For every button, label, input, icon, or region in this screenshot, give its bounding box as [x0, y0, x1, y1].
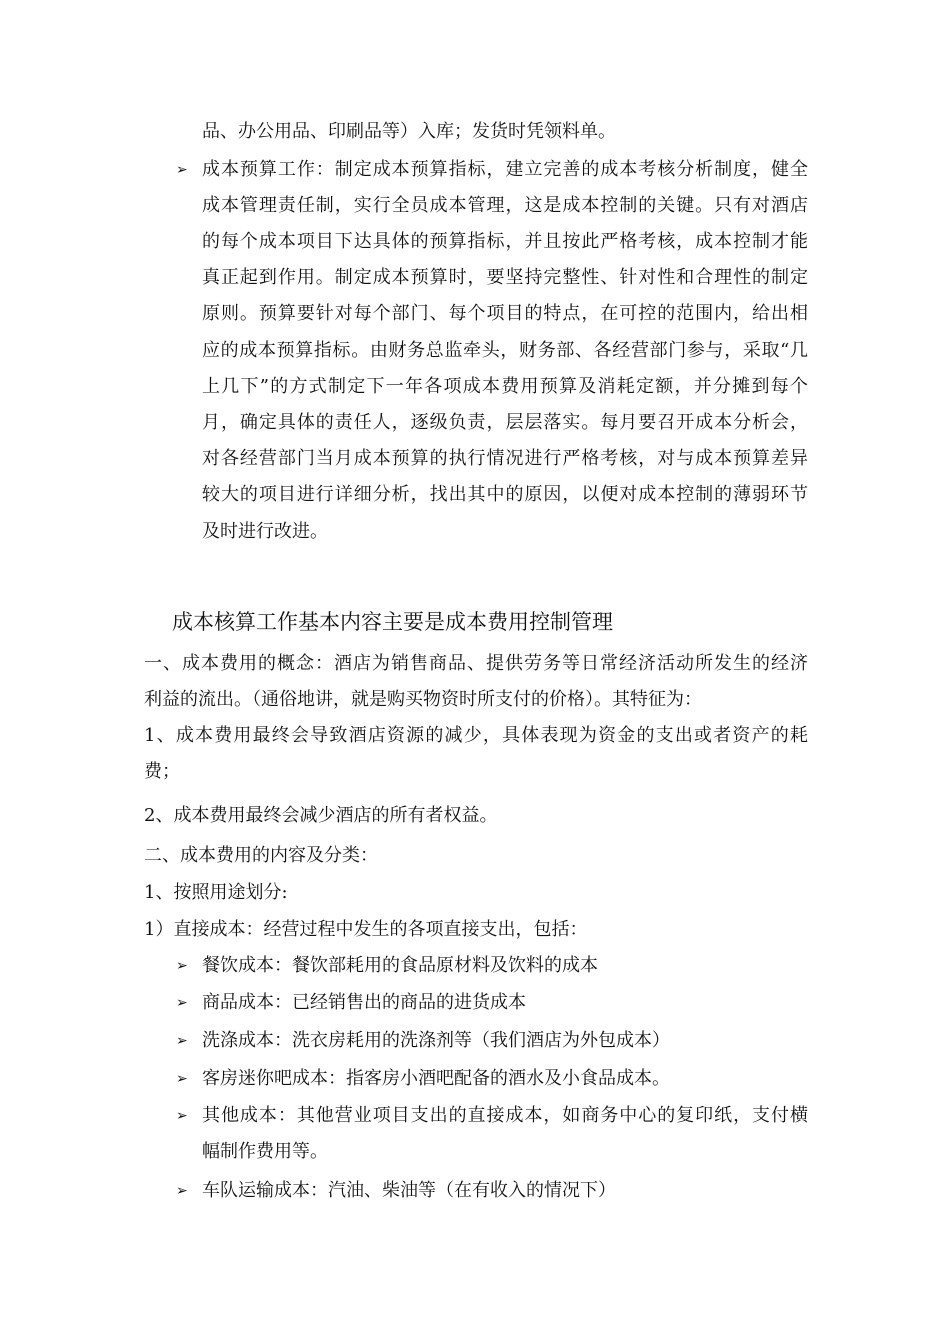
arrow-bullet-icon: ➢ — [176, 995, 188, 1011]
budget-line: 成本管理责任制，实行全员成本管理，这是成本控制的关键。只有对酒店 — [202, 195, 808, 216]
arrow-bullet-icon: ➢ — [176, 1108, 188, 1124]
arrow-bullet-icon: ➢ — [176, 1183, 188, 1199]
list-item: 商品成本：已经销售出的商品的进货成本 — [202, 992, 526, 1013]
body-line: 1、成本费用最终会导致酒店资源的减少，具体表现为资金的支出或者资产的耗 — [144, 725, 808, 746]
budget-line: 的每个成本项目下达具体的预算指标，并且按此严格考核，成本控制才能 — [202, 231, 808, 252]
list-item: 车队运输成本：汽油、柴油等（在有收入的情况下） — [202, 1180, 616, 1201]
body-line: 1）直接成本：经营过程中发生的各项直接支出，包括： — [144, 919, 588, 940]
budget-line: 原则。预算要针对每个部门、每个项目的特点，在可控的范围内，给出相 — [202, 303, 808, 324]
budget-line: 较大的项目进行详细分析，找出其中的原因，以便对成本控制的薄弱环节 — [202, 484, 808, 505]
list-item: 客房迷你吧成本：指客房小酒吧配备的酒水及小食品成本。 — [202, 1068, 670, 1089]
continued-text-line: 品、办公用品、印刷品等）入库；发货时凭领料单。 — [202, 121, 616, 142]
body-line: 费； — [144, 761, 180, 782]
body-line: 1、按照用途划分: — [144, 882, 288, 903]
budget-line: 及时进行改进。 — [202, 521, 328, 542]
body-line: 2、成本费用最终会减少酒店的所有者权益。 — [144, 805, 498, 826]
arrow-bullet-icon: ➢ — [176, 958, 188, 974]
budget-line: 上几下”的方式制定下一年各项成本费用预算及消耗定额，并分摊到每个 — [202, 376, 808, 397]
budget-line: 成本预算工作：制定成本预算指标，建立完善的成本考核分析制度，健全 — [202, 159, 808, 180]
section-title: 成本核算工作基本内容主要是成本费用控制管理 — [172, 610, 613, 634]
budget-line: 真正起到作用。制定成本预算时，要坚持完整性、针对性和合理性的制定 — [202, 267, 808, 288]
body-line: 二、成本费用的内容及分类： — [144, 845, 378, 866]
budget-line: 月，确定具体的责任人，逐级负责，层层落实。每月要召开成本分析会， — [202, 412, 808, 433]
budget-line: 应的成本预算指标。由财务总监牵头，财务部、各经营部门参与，采取“几 — [202, 340, 808, 361]
list-item: 洗涤成本：洗衣房耗用的洗涤剂等（我们酒店为外包成本） — [202, 1030, 670, 1051]
list-item: 餐饮成本：餐饮部耗用的食品原材料及饮料的成本 — [202, 955, 598, 976]
budget-line: 对各经营部门当月成本预算的执行情况进行严格考核，对与成本预算差异 — [202, 448, 808, 469]
body-line: 一、成本费用的概念：酒店为销售商品、提供劳务等日常经济活动所发生的经济 — [144, 653, 808, 674]
list-item: 幅制作费用等。 — [202, 1141, 328, 1162]
arrow-bullet-icon: ➢ — [176, 1071, 188, 1087]
arrow-bullet-icon: ➢ — [176, 162, 188, 178]
list-item: 其他成本：其他营业项目支出的直接成本，如商务中心的复印纸，支付横 — [202, 1105, 808, 1126]
body-line: 利益的流出。（通俗地讲，就是购买物资时所支付的价格）。其特征为： — [144, 689, 702, 710]
arrow-bullet-icon: ➢ — [176, 1033, 188, 1049]
